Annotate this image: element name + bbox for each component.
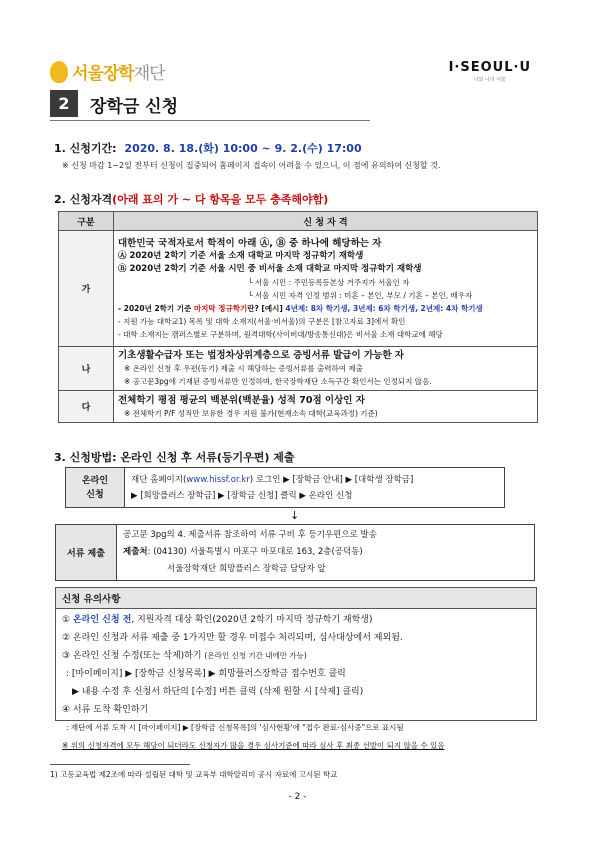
period-note: ※ 신청 마감 1~2일 전부터 신청이 집중되어 홈페이지 접속이 어려울 수 있으니, 이 점에 유의하여 신청할 것. bbox=[62, 161, 441, 170]
method-heading: 3. 신청방법: 온라인 신청 후 서류(등기우편) 제출 bbox=[54, 451, 295, 464]
online-apply-steps bbox=[125, 468, 505, 508]
qualification-table bbox=[58, 211, 538, 423]
online-step-line1: 재단 홈페이지(www.hissf.or.kr) 로그인 ▶ [장학금 안내] ▶ [대학생 장학금] bbox=[131, 474, 414, 485]
footnote-divider bbox=[50, 764, 190, 765]
homepage-link[interactable]: www.hissf.or.kr bbox=[186, 474, 250, 485]
logo-right-text: I·SEOUL·U bbox=[448, 60, 531, 75]
docs-line1: 공고문 3pg의 4. 제출서류 참조하여 서류 구비 후 등기우편으로 발송 bbox=[123, 530, 377, 540]
row-ga-line6: - 2020년 2학기 기준 마지막 정규학기란? [예시] 4년제: 8차 학기생, 3년제: 6차 학기생, 2년제: 4차 학기생 bbox=[118, 303, 483, 313]
row-ga-line5: └ 서울 시민 자격 인정 범위 : 미혼 – 본인, 부모 / 기혼 – 본인, 배우자 bbox=[248, 290, 473, 300]
row-na-line3: ※ 공고문3pg에 기재된 증빙서류만 인정하며, 한국장학재단 소득구간 확인서는 인정되지 않음. bbox=[124, 377, 432, 386]
title-divider bbox=[50, 120, 370, 121]
section-number: 2 bbox=[50, 90, 78, 117]
col-type-header: 구분 bbox=[59, 212, 114, 231]
row-ga-line1: 대한민국 국적자로서 학적이 아래 Ⓐ, Ⓑ 중 하나에 해당하는 자 bbox=[118, 237, 382, 249]
table-row bbox=[59, 231, 538, 347]
docs-line3: 서울장학재단 희망플러스 장학금 담당자 앞 bbox=[167, 564, 326, 574]
seoul-scholarship-logo bbox=[50, 59, 165, 84]
notice-line1: ① 온라인 신청 전, 지원자격 대상 확인(2020년 2학기 마지막 정규학기 재학생) bbox=[62, 615, 373, 625]
row-ga-line7: - 지원 가능 대학교1) 목록 및 대학 소재지(서울·비서울)의 구분은 [참고자료 3]에서 확인 bbox=[118, 316, 406, 326]
notice-line8: ※ 위의 신청자격에 모두 해당이 되더라도 신청자가 많을 경우 심사기준에 따라 심사 후 최종 선발이 되지 않을 수 있음 bbox=[62, 741, 445, 750]
col-qual-header: 신 청 자 격 bbox=[114, 212, 538, 231]
document-submit-box bbox=[55, 524, 535, 581]
row-label-da: 다 bbox=[59, 391, 114, 423]
page-title: 장학금 신청 bbox=[90, 97, 179, 117]
notice-line2: ② 온라인 신청과 서류 제출 중 1가지만 할 경우 미접수 처리되며, 심사대상에서 제외됨. bbox=[62, 633, 403, 643]
row-ga-line4: └ 서울 시민 : 주민등록등본상 거주지가 서울인 자 bbox=[248, 277, 410, 287]
document-submit-details bbox=[117, 525, 535, 581]
table-row bbox=[59, 391, 538, 423]
row-label-ga: 가 bbox=[59, 231, 114, 347]
online-step-line2: ▶ [희망플러스 장학금] ▶ [장학금 신청] 클릭 ▶ 온라인 신청 bbox=[131, 490, 353, 501]
row-da-line1: 전체학기 평점 평균의 백분위(백분율) 성적 70점 이상인 자 bbox=[118, 394, 365, 406]
notice-line5: ▶ 내용 수정 후 신청서 하단의 [수정] 버튼 클릭 (삭제 원할 시 [삭제] 클릭) bbox=[72, 687, 364, 697]
row-label-na: 나 bbox=[59, 347, 114, 391]
period-heading: 1. 신청기간: 2020. 8. 18.(화) 10:00 ~ 9. 2.(수) 17:00 bbox=[54, 142, 362, 155]
logo-left-text: 서울장학재단 bbox=[72, 64, 165, 84]
i-seoul-u-logo bbox=[449, 60, 531, 83]
notice-line3: ③ 온라인 신청 수정(또는 삭제)하기 (온라인 신청 기간 내에만 가능) bbox=[62, 651, 307, 661]
notice-box bbox=[55, 587, 537, 750]
notice-title: 신청 유의사항 bbox=[56, 588, 536, 609]
online-apply-label: 온라인 신청 bbox=[66, 468, 125, 508]
row-na-line1: 기초생활수급자 또는 법정차상위계층으로 증빙서류 발급이 가능한 자 bbox=[118, 350, 404, 361]
period-value: 2020. 8. 18.(화) 10:00 ~ 9. 2.(수) 17:00 bbox=[124, 142, 362, 155]
logo-right-subtext: 너와 나의 서울 bbox=[473, 77, 506, 83]
logo-emblem-icon bbox=[50, 61, 68, 83]
row-na-line2: ※ 온라인 신청 후 우편(등기) 제출 시 해당하는 증빙서류를 출력하여 제출 bbox=[124, 364, 363, 373]
row-ga-line2: Ⓐ 2020년 2학기 기준 서울 소재 대학교 마지막 정규학기 재학생 bbox=[118, 250, 364, 261]
footnote: 1) 고등교육법 제2조에 따라 설립된 대학 및 교육부 대학알리미 공시 자료에 고시된 학교 bbox=[50, 770, 338, 779]
row-ga-line8: - 대학 소재지는 캠퍼스별로 구분하며, 원격대학(사이버대/방송통신대)은 비서울 소재 대학교에 해당 bbox=[118, 329, 443, 339]
down-arrow-icon: ↓ bbox=[290, 509, 300, 522]
row-da-line2: ※ 전체학기 P/F 성적만 보유한 경우 지원 불가(현재소속 대학(교육과정) 기준) bbox=[124, 408, 378, 418]
notice-line4: : [마이페이지] ▶ [장학금 신청목록] ▶ 희망플러스장학금 접수번호 클릭 bbox=[66, 669, 346, 679]
qualification-heading: 2. 신청자격(아래 표의 가 ~ 다 항목을 모두 충족해야함) bbox=[54, 193, 329, 206]
document-submit-label: 서류 제출 bbox=[56, 525, 117, 581]
page-number: - 2 - bbox=[288, 792, 307, 802]
docs-line2: 제출처: (04130) 서울특별시 마포구 마포대로 163, 2층(공덕동) bbox=[123, 547, 363, 557]
notice-line7: : 재단에 서류 도착 시 [마이페이지] ▶ [장학금 신청목록]의 '심사현황'에 "접수 완료-심사중"으로 표시됨 bbox=[66, 723, 404, 732]
notice-line6: ④ 서류 도착 확인하기 bbox=[62, 705, 149, 715]
table-row bbox=[59, 347, 538, 391]
row-ga-line3: Ⓑ 2020년 2학기 기준 서울 시민 중 비서울 소재 대학교 마지막 정규학기 재학생 bbox=[118, 263, 422, 274]
online-apply-box bbox=[65, 467, 505, 508]
